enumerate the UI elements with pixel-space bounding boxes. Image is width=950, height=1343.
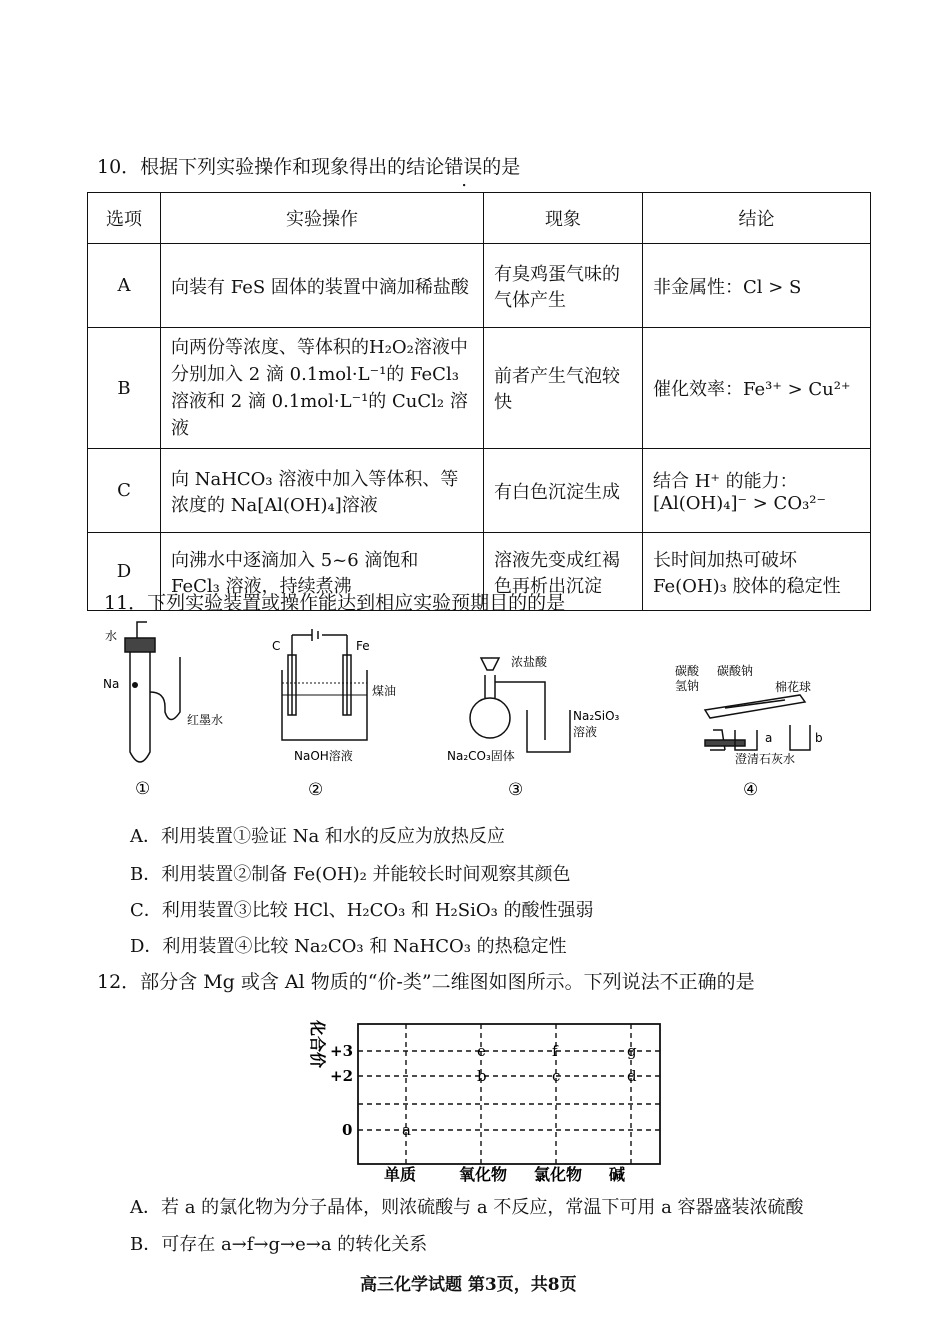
label-nahco3-2: 氢钠 [675, 679, 700, 693]
chart-frame-shape [358, 1024, 660, 1164]
label-na2sio3: Na₂SiO₃ [573, 709, 620, 723]
chart-ylabel: 化合价 [308, 1020, 327, 1069]
point-g: g [627, 1042, 637, 1060]
q12-option-a: A．若 a 的氯化物为分子晶体，则浓硫酸与 a 不反应，常温下可用 a 容器盛装浓硫酸 [130, 1197, 804, 1218]
q10-table [87, 192, 871, 611]
delivery-tube-shape [495, 682, 545, 740]
y-tick-label: +2 [330, 1067, 354, 1085]
q11-option-d: D．利用装置④比较 Na₂CO₃ 和 NaHCO₃ 的热稳定性 [130, 936, 567, 957]
apparatus-4 [665, 660, 845, 810]
sodium-dot-shape [132, 682, 138, 688]
row-option: D [88, 533, 161, 611]
x-tick-label: 氧化物 [459, 1165, 508, 1184]
q10-title-end: 的是 [482, 156, 521, 178]
label-na: Na [103, 677, 120, 691]
row-operation: 向两份等浓度、等体积的H₂O₂溶液中分别加入 2 滴 0.1mol·L⁻¹的 FeCl₃ 溶液和 2 滴 0.1mol·L⁻¹的 CuCl₂ 溶液 [161, 328, 484, 449]
label-cotton: 棉花球 [775, 680, 812, 694]
table-row [88, 244, 871, 328]
battery-shape [312, 629, 318, 641]
q10-title [97, 152, 520, 179]
point-c: c [552, 1067, 561, 1085]
page-footer: 高三化学试题 第3页，共8页 [360, 1275, 577, 1295]
row-conclusion: 结合 H⁺ 的能力：[Al(OH)₄]⁻ > CO₃²⁻ [643, 449, 871, 533]
header-phenomenon: 现象 [484, 193, 643, 244]
flask-shape [470, 698, 510, 738]
beaker-b-shape [790, 725, 810, 750]
stand-shape [705, 740, 745, 746]
electrode-wires-shape [292, 635, 347, 715]
test-tube-shape [130, 652, 150, 762]
row-phenomenon: 有臭鸡蛋气味的气体产生 [484, 244, 643, 328]
header-conclusion: 结论 [643, 193, 871, 244]
row-option: B [88, 328, 161, 449]
y-tick-label: 0 [342, 1121, 353, 1139]
label-na2co3: 碳酸钠 [717, 664, 754, 678]
row-conclusion: 催化效率：Fe³⁺ > Cu²⁺ [643, 328, 871, 449]
q11-option-a: A．利用装置①验证 Na 和水的反应为放热反应 [130, 826, 505, 847]
row-option: C [88, 449, 161, 533]
apparatus-2 [262, 625, 412, 800]
funnel-shape [481, 658, 499, 670]
u-tube-shape [150, 657, 180, 720]
row-operation: 向装有 FeS 固体的装置中滴加稀盐酸 [161, 244, 484, 328]
row-phenomenon: 前者产生气泡较快 [484, 328, 643, 449]
flask-neck-shape [485, 675, 495, 698]
label-water: 水 [105, 629, 118, 643]
row-phenomenon: 有白色沉淀生成 [484, 449, 643, 533]
chart-x-ticks [384, 1165, 625, 1184]
row-conclusion: 非金属性：Cl > S [643, 244, 871, 328]
valence-chart [300, 1010, 700, 1185]
q10-title-emphasis: 错误 [444, 156, 483, 178]
row-phenomenon: 溶液先变成红褐色再析出沉淀 [484, 533, 643, 611]
label-nahco3: 碳酸 [675, 664, 700, 678]
row-operation: 向沸水中逐滴加入 5~6 滴饱和 FeCl₃ 溶液，持续煮沸 [161, 533, 484, 611]
funnel-tube-shape [137, 622, 147, 638]
header-operation: 实验操作 [161, 193, 484, 244]
label-hcl: 浓盐酸 [511, 655, 548, 669]
label-c: C [272, 639, 281, 653]
label-naoh: NaOH溶液 [294, 749, 353, 763]
q12-title: 12．部分含 Mg 或含 Al 物质的“价-类”二维图如图所示。下列说法不正确的是 [97, 971, 755, 993]
label-fig-1: ① [135, 779, 151, 799]
label-ink: 红墨水 [187, 713, 224, 727]
q12-option-b: B．可存在 a→f→g→e→a 的转化关系 [130, 1234, 428, 1255]
table-row [88, 328, 871, 449]
y-tick-label: +3 [330, 1042, 354, 1060]
row-conclusion: 长时间加热可破坏 Fe(OH)₃ 胶体的稳定性 [643, 533, 871, 611]
row-option: A [88, 244, 161, 328]
label-lime: 澄清石灰水 [735, 752, 796, 766]
chart-grid [358, 1024, 660, 1164]
label-fig-4: ④ [743, 780, 759, 800]
label-b: b [815, 731, 823, 745]
label-solution: 溶液 [573, 725, 598, 739]
table-row [88, 449, 871, 533]
point-f: f [552, 1042, 558, 1060]
label-fig-3: ③ [508, 780, 524, 800]
x-tick-label: 单质 [384, 1165, 417, 1184]
chart-y-ticks [330, 1042, 353, 1139]
q10-title-text: 10．根据下列实验操作和现象得出的结论 [97, 156, 445, 178]
label-fig-2: ② [308, 780, 324, 800]
label-oil: 煤油 [372, 684, 397, 698]
chart-points [402, 1042, 637, 1139]
apparatus-3 [445, 640, 620, 800]
q11-option-c: C．利用装置③比较 HCl、H₂CO₃ 和 H₂SiO₃ 的酸性强弱 [130, 900, 594, 921]
table-header-row [88, 193, 871, 244]
q11-option-b: B．利用装置②制备 Fe(OH)₂ 并能较长时间观察其颜色 [130, 864, 571, 885]
header-option: 选项 [88, 193, 161, 244]
x-tick-label: 碱 [609, 1165, 626, 1184]
beaker-shape [282, 670, 367, 740]
point-b: b [477, 1067, 487, 1085]
point-a: a [402, 1121, 411, 1139]
row-operation: 向 NaHCO₃ 溶液中加入等体积、等浓度的 Na[Al(OH)₄]溶液 [161, 449, 484, 533]
label-fe: Fe [356, 639, 370, 653]
apparatus-1 [95, 612, 245, 799]
point-d: d [627, 1067, 637, 1085]
beaker-shape [527, 710, 570, 752]
large-tube-shape [705, 695, 805, 718]
label-a: a [765, 731, 773, 745]
point-e: e [477, 1042, 486, 1060]
label-na2co3: Na₂CO₃固体 [447, 749, 515, 763]
x-tick-label: 氯化物 [534, 1165, 583, 1184]
stopper-shape [125, 638, 155, 652]
q11-title: 11．下列实验装置或操作能达到相应实验预期目的的是 [104, 592, 566, 614]
